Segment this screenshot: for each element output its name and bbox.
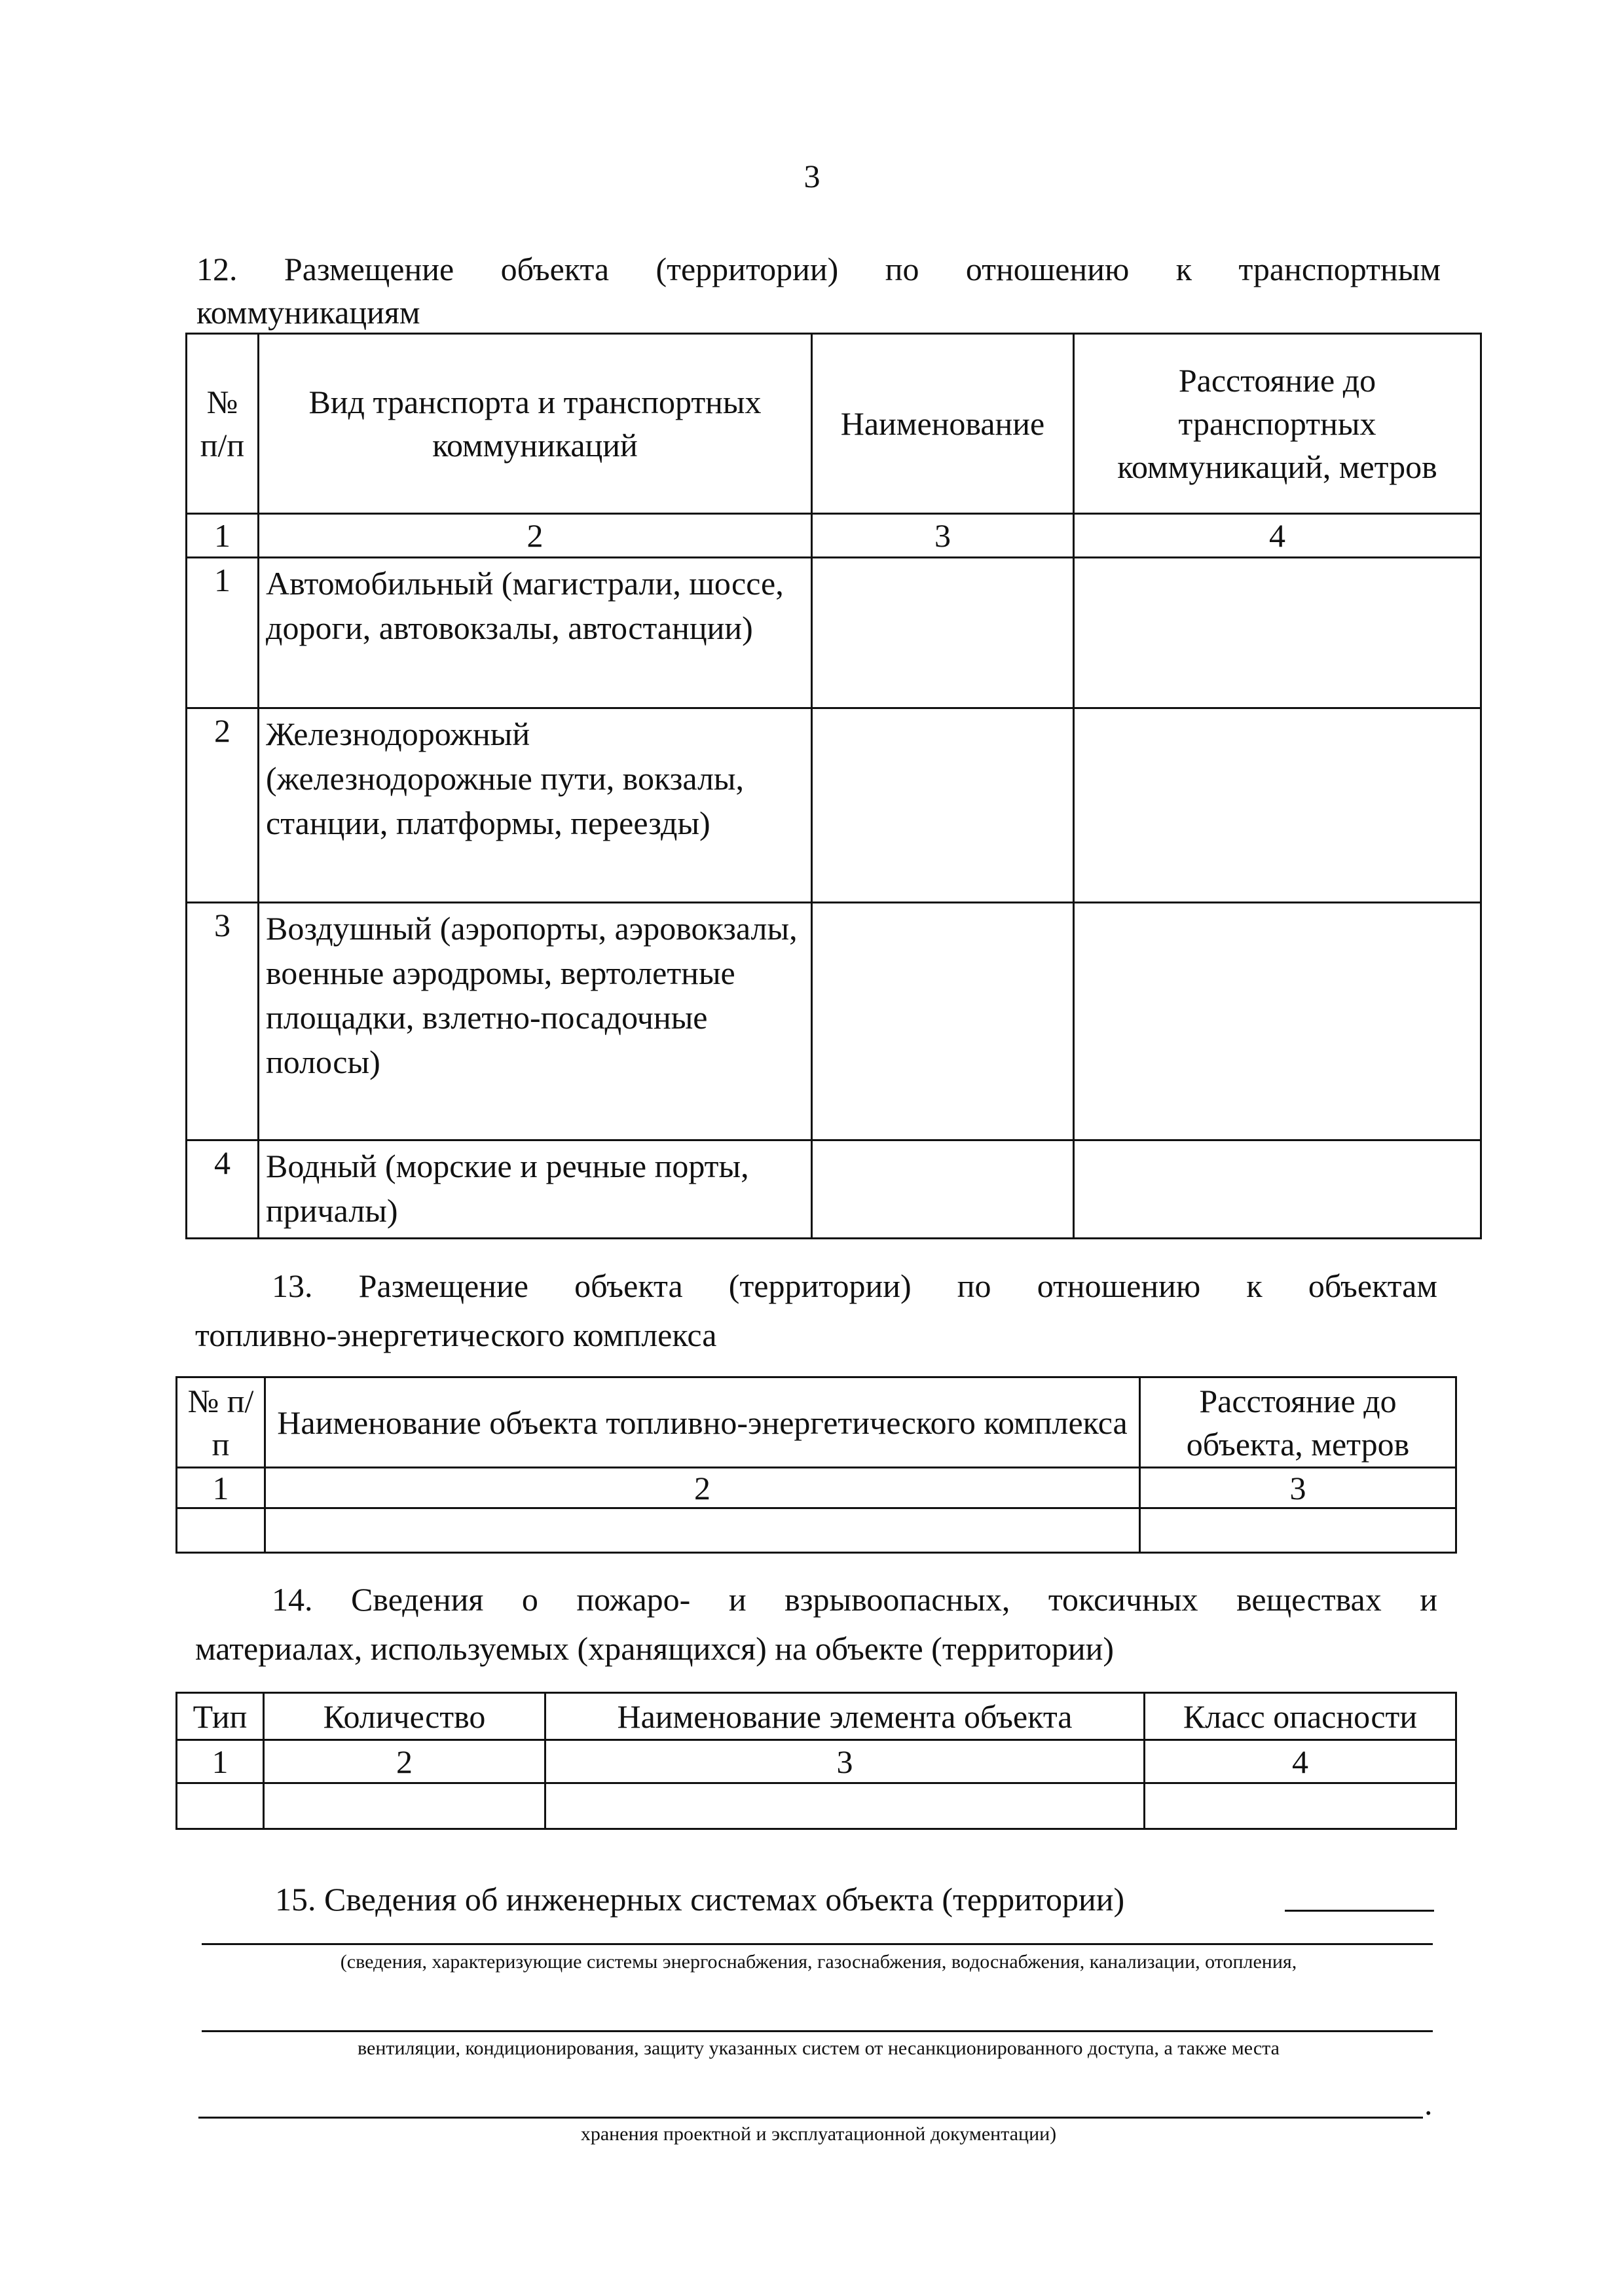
table-row [187,708,1481,903]
table-row [187,1140,1481,1239]
col-number: 4 [1145,1740,1456,1783]
section-14-heading-cont: материалах, используемых (хранящихся) на объекте (территории) [195,1630,1114,1667]
col-header-num: № п/п [177,1377,265,1468]
section-12-heading: 12. Размещение объекта (территории) по отношению к транспортным [196,251,1441,287]
distance-cell[interactable] [1074,903,1481,1140]
col-header-quantity: Количество [264,1693,545,1740]
num-cell[interactable] [177,1508,265,1553]
name-cell[interactable] [812,708,1074,903]
column-numbers-row [187,514,1481,558]
transport-table [185,333,1482,1239]
fill-in-line[interactable] [202,2030,1433,2032]
col-header-type: Тип [177,1693,264,1740]
distance-cell[interactable] [1074,1140,1481,1239]
section-13-heading: 13. Размещение объекта (территории) по отношению к объектам [272,1267,1437,1304]
col-number: 3 [1140,1468,1456,1508]
col-header-name: Наименование [812,334,1074,514]
table-row [187,903,1481,1140]
row-number: 2 [187,708,259,903]
col-number: 2 [259,514,812,558]
col-number: 1 [177,1468,265,1508]
col-header-distance: Расстояние до объекта, метров [1140,1377,1456,1468]
table-row [187,558,1481,708]
col-number: 3 [812,514,1074,558]
hazard-class-cell[interactable] [1145,1783,1456,1829]
transport-type-cell: Автомобильный (магистрали, шоссе, дороги, автовокзалы, автостанции) [259,558,812,708]
col-number: 1 [187,514,259,558]
col-header-object-name: Наименование объекта топливно-энергетического комплекса [265,1377,1140,1468]
name-cell[interactable] [812,558,1074,708]
hazardous-substances-table [175,1692,1457,1830]
caption-line-1: (сведения, характеризующие системы энергоснабжения, газоснабжения, водоснабжения, канализации, отопления, [340,1951,1297,1973]
end-period: . [1424,2085,1433,2122]
name-cell[interactable] [812,903,1074,1140]
table-header-row [177,1377,1456,1468]
distance-cell[interactable] [1140,1508,1456,1553]
col-header-transport-type: Вид транспорта и транспортных коммуникаций [259,334,812,514]
fill-in-line[interactable] [202,1943,1433,1945]
col-number: 1 [177,1740,264,1783]
distance-cell[interactable] [1074,558,1481,708]
row-number: 4 [187,1140,259,1239]
page-number: 3 [803,158,821,194]
section-13-heading-cont: топливно-энергетического комплекса [195,1317,717,1353]
caption-line-2: вентиляции, кондиционирования, защиту указанных систем от несанкционированного доступа, а также места [358,2037,1280,2059]
type-cell[interactable] [177,1783,264,1829]
table-header-row [187,334,1481,514]
distance-cell[interactable] [1074,708,1481,903]
column-numbers-row [177,1468,1456,1508]
section-12-heading-cont: коммуникациям [196,294,420,331]
row-number: 1 [187,558,259,708]
col-header-element-name: Наименование элемента объекта [545,1693,1145,1740]
col-header-num: № п/п [187,334,259,514]
element-name-cell[interactable] [545,1783,1145,1829]
transport-type-cell: Железнодорожный (железнодорожные пути, вокзалы, станции, платформы, переезды) [259,708,812,903]
col-header-hazard-class: Класс опасности [1145,1693,1456,1740]
table-row [177,1783,1456,1829]
caption-line-3: хранения проектной и эксплуатационной документации) [580,2123,1057,2145]
col-number: 2 [265,1468,1140,1508]
col-number: 3 [545,1740,1145,1783]
transport-type-cell: Водный (морские и речные порты, причалы) [259,1140,812,1239]
col-header-distance: Расстояние до транспортных коммуникаций, метров [1074,334,1481,514]
fill-in-line[interactable] [1285,1910,1434,1912]
section-15-heading: 15. Сведения об инженерных системах объекта (территории) [275,1881,1125,1918]
table-header-row [177,1693,1456,1740]
col-number: 2 [264,1740,545,1783]
col-number: 4 [1074,514,1481,558]
object-name-cell[interactable] [265,1508,1140,1553]
row-number: 3 [187,903,259,1140]
table-row [177,1508,1456,1553]
fuel-energy-table [175,1376,1457,1554]
name-cell[interactable] [812,1140,1074,1239]
quantity-cell[interactable] [264,1783,545,1829]
fill-in-line[interactable] [198,2117,1423,2119]
section-14-heading: 14. Сведения о пожаро- и взрывоопасных, токсичных веществах и [272,1581,1437,1618]
transport-type-cell: Воздушный (аэропорты, аэровокзалы, военные аэродромы, вертолетные площадки, взлетно-посадочные полосы) [259,903,812,1140]
column-numbers-row [177,1740,1456,1783]
